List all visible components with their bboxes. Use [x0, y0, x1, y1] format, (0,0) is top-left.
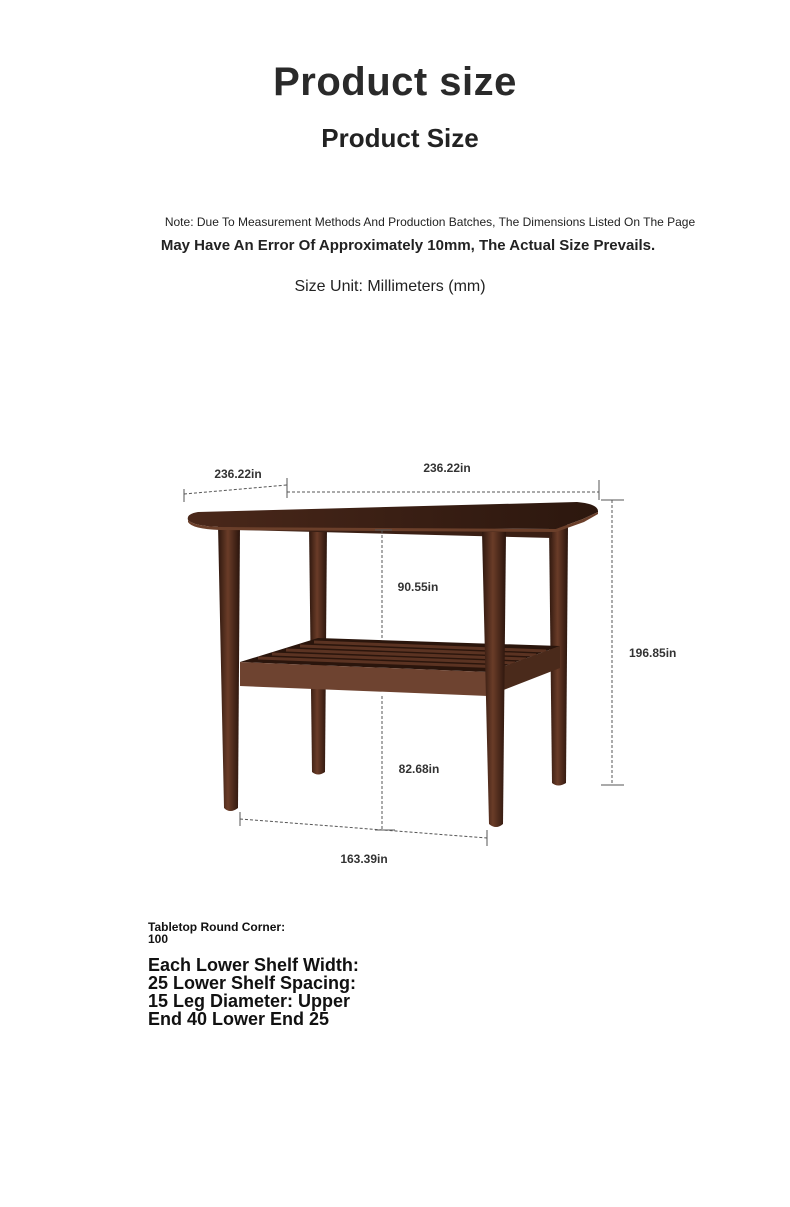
lower-gap-dimension-label: 82.68in	[398, 762, 440, 776]
side-end-table-illustration	[188, 502, 598, 827]
size-unit-note: Size Unit: Millimeters (mm)	[294, 278, 486, 295]
tabletop-corner-spec: Tabletop Round Corner: 100	[148, 920, 286, 946]
measurement-note-line1: Note: Due To Measurement Methods And Production Batches, The Dimensions Listed On The Page	[164, 215, 696, 229]
measurement-note-line2: May Have An Error Of Approximately 10mm, The Actual Size Prevails.	[160, 237, 656, 254]
upper-gap-dimension-label: 90.55in	[397, 580, 439, 594]
tabletop	[188, 502, 598, 529]
height-dimension-label: 196.85in	[629, 646, 677, 660]
leg-front-right	[482, 532, 506, 827]
lower-shelf	[240, 638, 560, 696]
depth-dimension-label: 236.22in	[214, 467, 262, 481]
page-title: Product size	[273, 60, 517, 104]
page-subtitle: Product Size	[321, 123, 479, 153]
bottom-span-dimension-label: 163.39in	[340, 852, 388, 866]
width-dimension-label: 236.22in	[423, 461, 471, 475]
leg-front-left	[218, 525, 240, 811]
shelf-and-leg-specs: Each Lower Shelf Width: 25 Lower Shelf Spacing: 15 Leg Diameter: Upper End 40 Lower End 25	[148, 955, 359, 1029]
table-dimension-diagram	[0, 440, 790, 880]
